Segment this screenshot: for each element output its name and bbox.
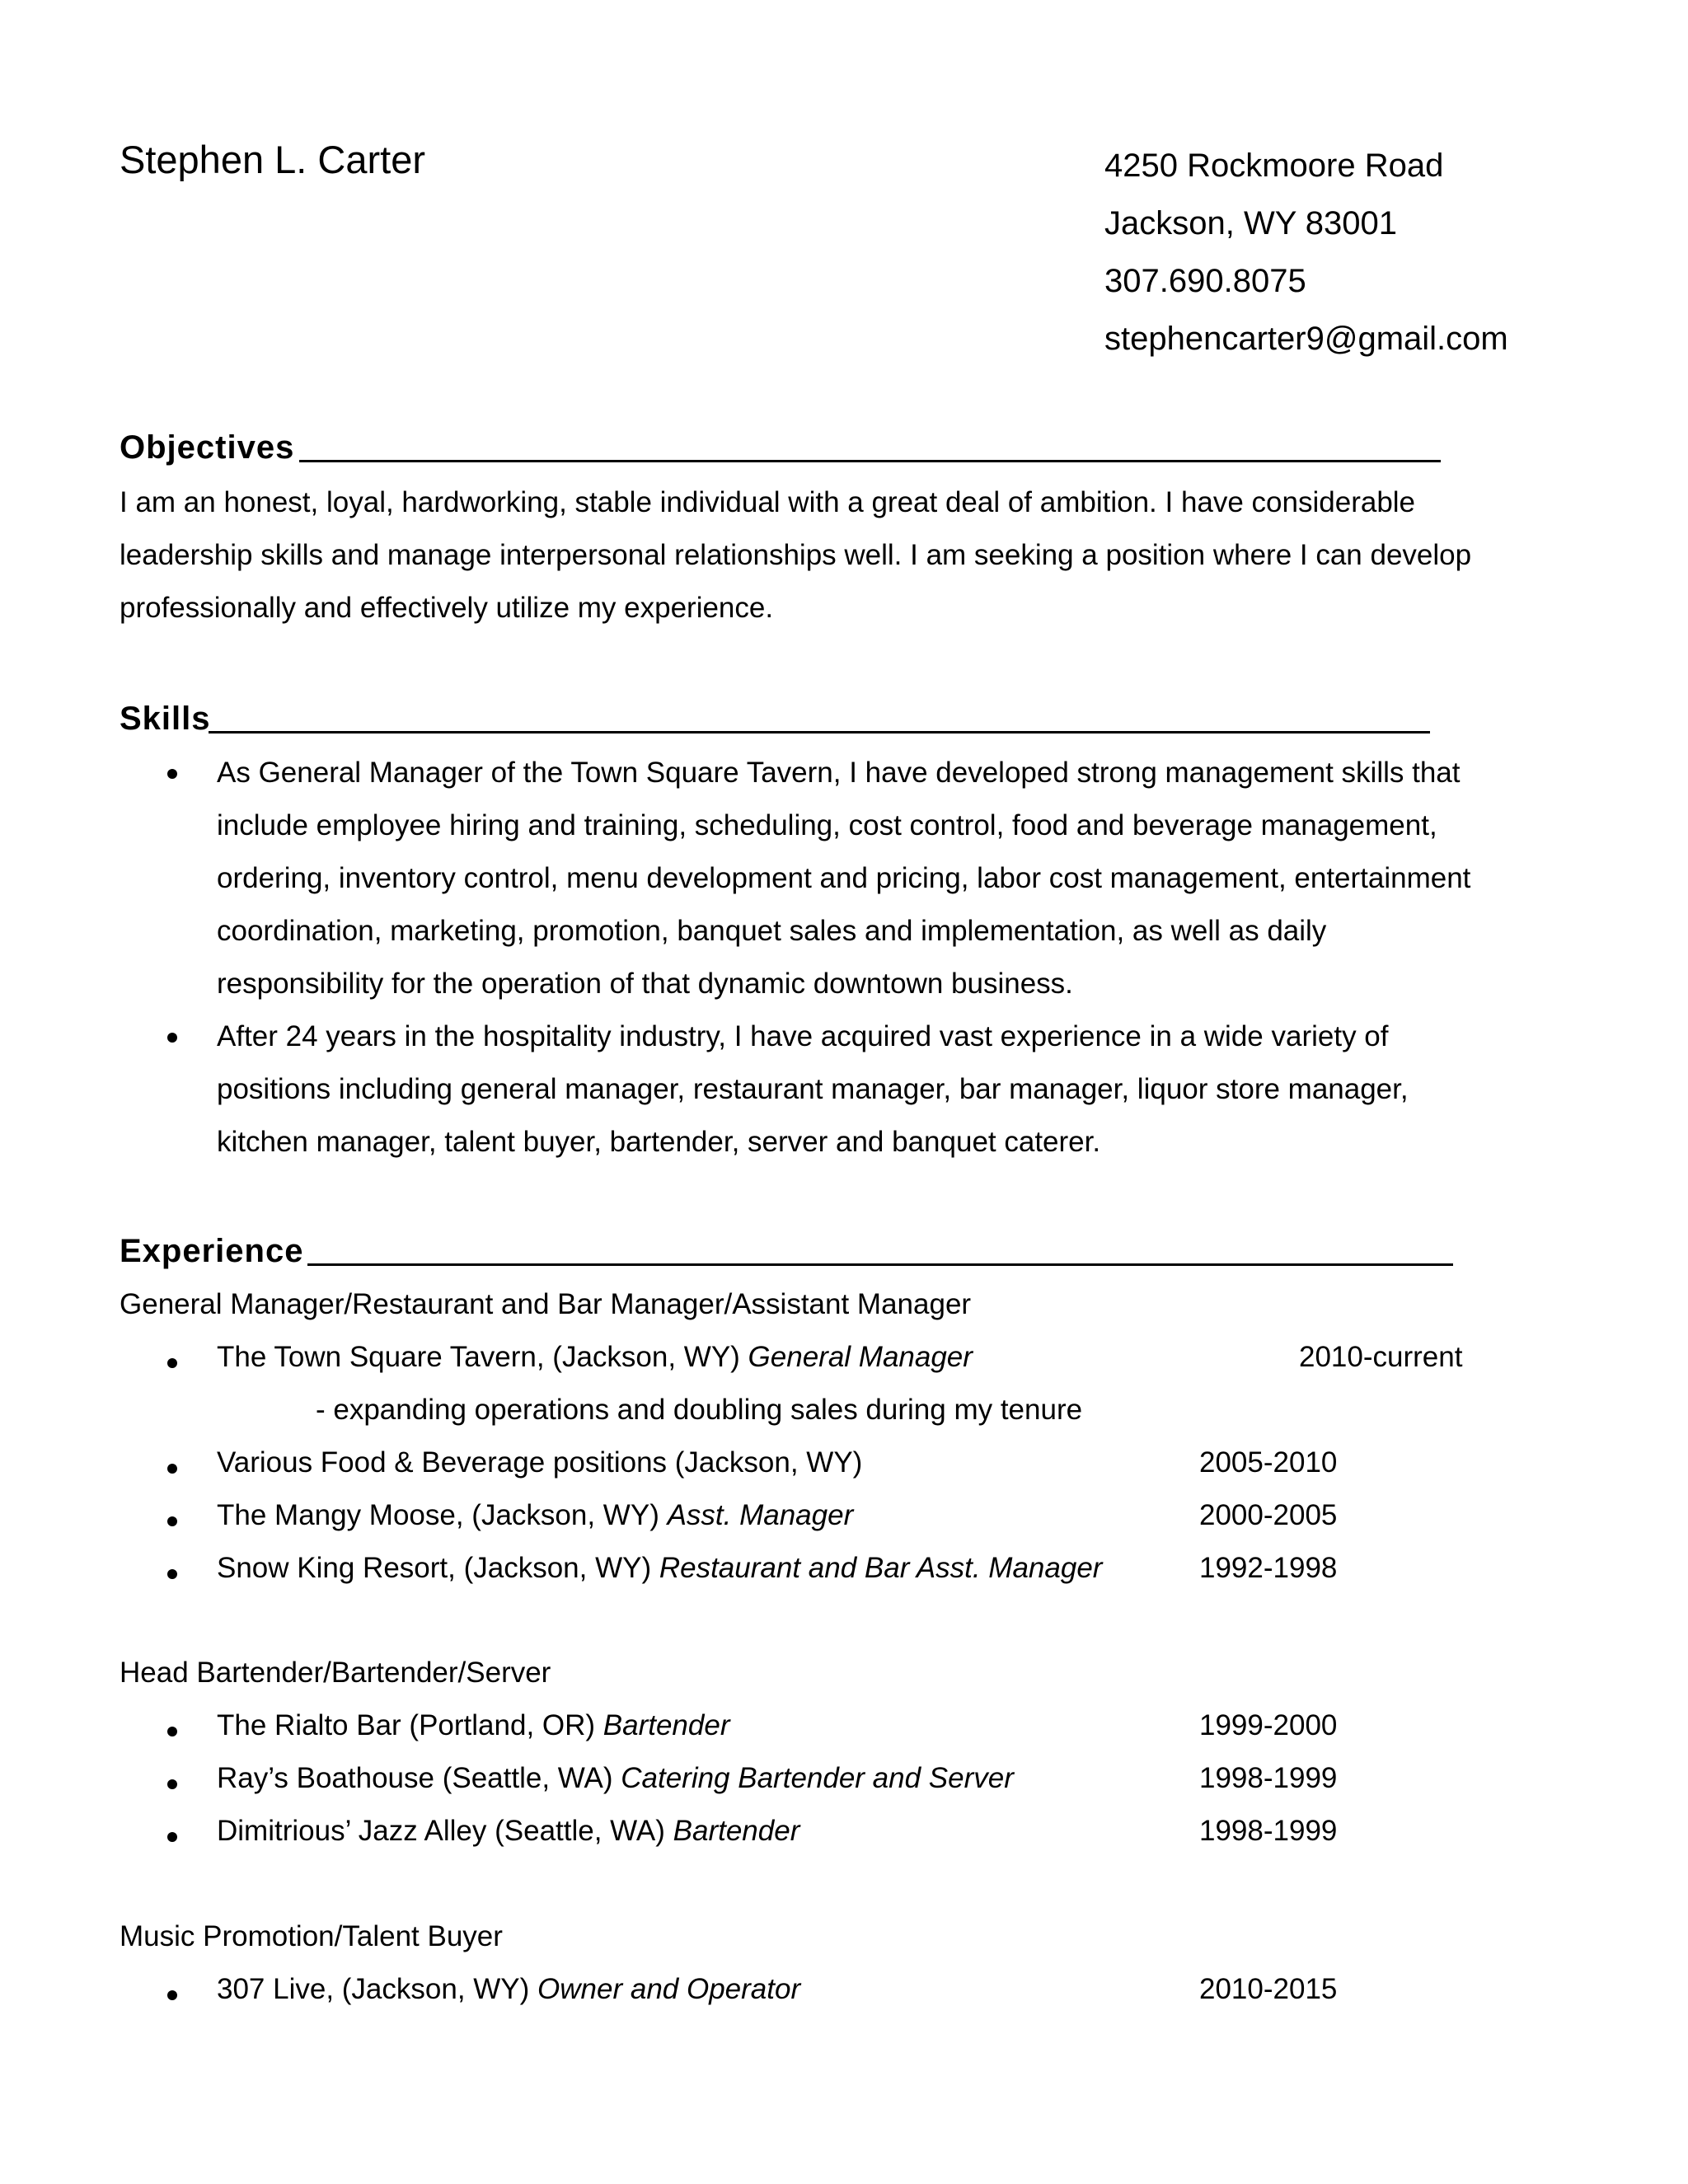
skills-rule [209, 731, 1430, 733]
objectives-text [120, 476, 1570, 635]
job-entry [217, 1752, 1014, 1805]
experience-rule [307, 1263, 1453, 1266]
bullet-icon [167, 1516, 177, 1526]
job-years: 1992-1998 [1199, 1552, 1338, 1584]
job-place: The Rialto Bar (Portland, OR) [217, 1709, 603, 1741]
job-role: Restaurant and Bar Asst. Manager [659, 1552, 1103, 1584]
job-role: General Manager [748, 1341, 973, 1373]
skills-list [120, 747, 1570, 1169]
bullet-icon [167, 1033, 177, 1043]
job-place: Snow King Resort, (Jackson, WY) [217, 1552, 659, 1584]
bullet-icon [167, 1464, 177, 1474]
objectives-line: I am an honest, loyal, hardworking, stable individual with a great deal of ambition. I have considerable [120, 486, 1416, 518]
address-line-1: 4250 Rockmoore Road [1104, 148, 1444, 184]
job-role: Asst. Manager [667, 1499, 854, 1531]
job-place: 307 Live, (Jackson, WY) [217, 1973, 538, 2005]
experience-group-title: Head Bartender/Bartender/Server [120, 1657, 551, 1689]
job-entry [217, 1489, 853, 1542]
bullet-icon [167, 1990, 177, 2000]
job-place: The Mangy Moose, (Jackson, WY) [217, 1499, 668, 1531]
bullet-icon [167, 1358, 177, 1368]
job-role: Owner and Operator [537, 1973, 801, 2005]
job-place: Dimitrious’ Jazz Alley (Seattle, WA) [217, 1815, 673, 1847]
list-item: As General Manager of the Town Square Tavern, I have developed strong management skills that include employee hiring and training, scheduling, cost control, food and beverage management, ordering, inventory control, menu development and pricing, labor cost management, entertainment coordination, marketing, promotion, banquet sales and implementation, as well as daily responsibility for the operation of that dynamic downtown business. [120, 747, 1570, 1010]
bullet-icon [167, 1832, 177, 1842]
job-role: Catering Bartender and Server [621, 1762, 1014, 1794]
job-role: Bartender [603, 1709, 730, 1741]
job-years: 2010-2015 [1199, 1973, 1338, 2005]
bullet-icon [167, 1779, 177, 1789]
job-entry [217, 1963, 800, 2016]
job-years: 2000-2005 [1199, 1499, 1338, 1531]
job-entry [217, 1436, 862, 1489]
email-address: stephencarter9@gmail.com [1104, 321, 1508, 357]
job-years: 1998-1999 [1199, 1762, 1338, 1794]
bullet-icon [167, 1569, 177, 1579]
skills-heading: Skills [120, 701, 211, 737]
objectives-rule [299, 460, 1441, 462]
experience-group-title: General Manager/Restaurant and Bar Manager/Assistant Manager [120, 1288, 972, 1320]
job-entry [217, 1331, 973, 1384]
job-years: 1999-2000 [1199, 1709, 1338, 1741]
job-entry [217, 1805, 799, 1858]
job-years: 2005-2010 [1199, 1446, 1338, 1479]
bullet-icon [167, 1727, 177, 1736]
job-years: 1998-1999 [1199, 1815, 1338, 1847]
objectives-line: leadership skills and manage interpersonal relationships well. I am seeking a position where I can develop [120, 539, 1472, 571]
bullet-icon [167, 769, 177, 779]
job-place: The Town Square Tavern, (Jackson, WY) [217, 1341, 748, 1373]
objectives-heading: Objectives [120, 429, 295, 466]
job-entry [217, 1699, 730, 1752]
job-entry [217, 1542, 1102, 1595]
applicant-name: Stephen L. Carter [120, 138, 425, 181]
job-place: Various Food & Beverage positions (Jackson, WY) [217, 1446, 863, 1479]
phone-number: 307.690.8075 [1104, 263, 1306, 299]
experience-group-title: Music Promotion/Talent Buyer [120, 1920, 503, 1952]
objectives-line: professionally and effectively utilize my experience. [120, 592, 774, 624]
address-line-2: Jackson, WY 83001 [1104, 205, 1398, 241]
list-item: After 24 years in the hospitality industry, I have acquired vast experience in a wide variety of positions including general manager, restaurant manager, bar manager, liquor store manager, kitchen manager, talent buyer, bartender, server and banquet caterer. [120, 1010, 1570, 1169]
experience-heading: Experience [120, 1233, 304, 1269]
contact-block [1104, 137, 1508, 368]
job-note: - expanding operations and doubling sales during my tenure [316, 1394, 1083, 1426]
job-years: 2010-current [1299, 1341, 1463, 1373]
job-role: Bartender [673, 1815, 800, 1847]
job-place: Ray’s Boathouse (Seattle, WA) [217, 1762, 621, 1794]
